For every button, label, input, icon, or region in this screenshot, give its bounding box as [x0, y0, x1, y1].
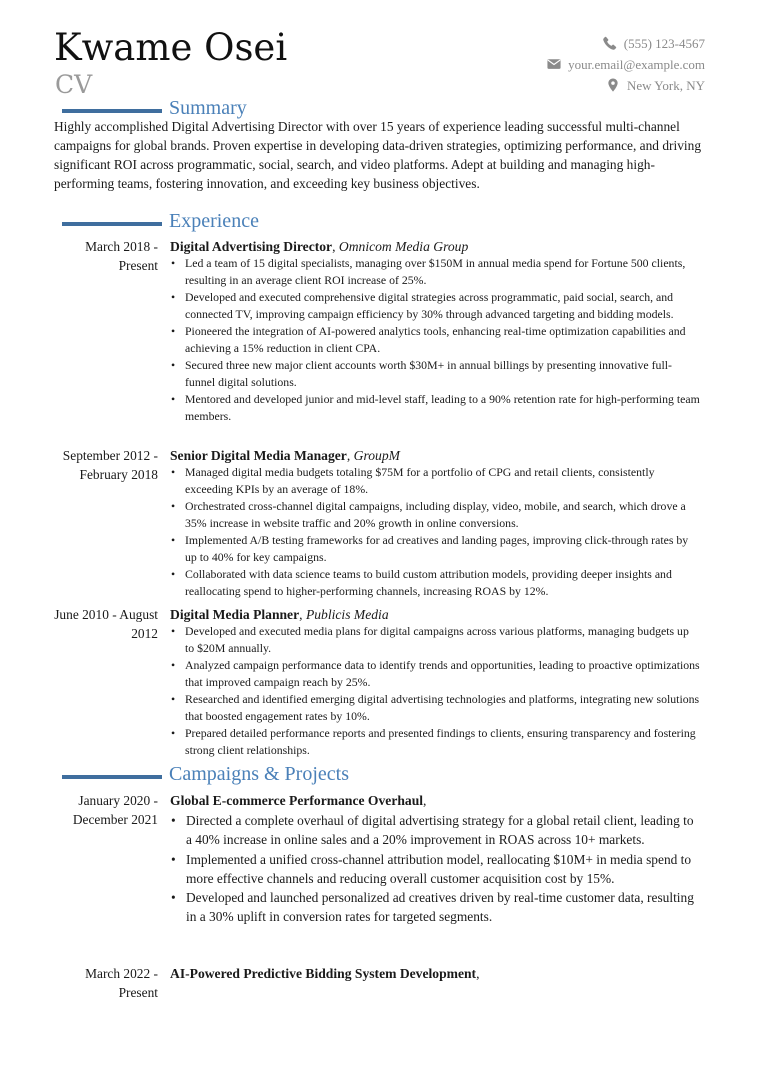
entry-role: Digital Advertising Director — [170, 239, 333, 254]
bullet-item: • Orchestrated cross-channel digital campaigns, including display, video, mobile, and search, which drove a 35% increase in website traffic and 20% growth in online conversions. — [170, 498, 700, 532]
entry-bullets — [170, 811, 702, 927]
section-accent-bar — [62, 109, 162, 113]
section-accent-bar — [62, 222, 162, 226]
entry-heading: Digital Media Planner, Publicis Media — [170, 607, 389, 622]
entry-role: Global E-commerce Performance Overhaul — [170, 793, 424, 808]
bullet-item: • Implemented A/B testing frameworks for ad creatives and landing pages, improving click-through rates by up to 40% for key campaigns. — [170, 532, 700, 566]
entry-date: March 2022 - Present — [85, 966, 158, 1000]
bullet-item: • Led a team of 15 digital specialists, managing over $150M in annual media spend for Fortune 500 clients, resulting in an average client ROI increase of 25%. — [170, 255, 700, 289]
phone-text: (555) 123-4567 — [623, 36, 705, 51]
map-pin-icon — [606, 78, 620, 92]
bullet-item: • Researched and identified emerging digital advertising technologies and platforms, integrating new solutions that boosted engagement rates by 10%. — [170, 691, 700, 725]
entry-heading: AI-Powered Predictive Bidding System Development, — [170, 966, 480, 981]
bullet-item: • Collaborated with data science teams to build custom attribution models, providing deeper insights and reallocating spend to higher-performing channels, increasing ROAS by 12%. — [170, 566, 700, 600]
entry-heading: Senior Digital Media Manager, GroupM — [170, 448, 400, 463]
projects-title: Campaigns & Projects — [169, 763, 349, 785]
candidate-name: Kwame Osei — [54, 26, 288, 69]
envelope-icon — [547, 57, 561, 71]
email-text: your.email@example.com — [568, 57, 705, 72]
phone-icon — [603, 36, 617, 50]
entry-heading: Global E-commerce Performance Overhaul, — [170, 793, 427, 808]
contact-email — [547, 55, 705, 76]
entry-role: Digital Media Planner — [170, 607, 300, 622]
contact-phone — [547, 34, 705, 55]
entry-role: AI-Powered Predictive Bidding System Development — [170, 966, 477, 981]
section-accent-bar — [62, 775, 162, 779]
bullet-item: • Implemented a unified cross-channel attribution model, reallocating $10M+ in media spend to more effective channels and reducing overall customer acquisition cost by 15%. — [170, 850, 702, 888]
entry-bullets — [170, 623, 700, 759]
bullet-item: • Prepared detailed performance reports and presented findings to clients, ensuring transparency and fostering strong client relationships. — [170, 725, 700, 759]
contact-location — [547, 76, 705, 97]
entry-date: September 2012 - February 2018 — [62, 448, 158, 482]
location-text: New York, NY — [626, 78, 705, 93]
entry-org: GroupM — [353, 448, 400, 463]
entry-bullets — [170, 255, 700, 425]
entry-org: Omnicom Media Group — [338, 239, 469, 254]
summary-title: Summary — [169, 97, 247, 119]
entry-date: March 2018 - Present — [85, 239, 158, 273]
bullet-item: • Directed a complete overhaul of digital advertising strategy for a global retail client, leading to a 40% increase in online sales and a 20% improvement in ROAS across 10+ markets. — [170, 811, 702, 849]
bullet-item: • Developed and launched personalized ad creatives driven by real-time customer data, resulting in a 30% uplift in conversion rates for targeted segments. — [170, 888, 702, 926]
bullet-item: • Pioneered the integration of AI-powered analytics tools, enhancing real-time optimization capabilities and achieving a 15% reduction in client CPA. — [170, 323, 700, 357]
summary-text: Highly accomplished Digital Advertising Director with over 15 years of experience leading successful multi-channel campaigns for global brands. Proven expertise in developing data-driven strategies, optimizing performance, and driving significant ROI across programmatic, social, search, and video platforms. Adept at building and managing high-performing teams, fostering innovation, and exceeding key business objectives. — [54, 119, 702, 191]
entry-date: January 2020 - December 2021 — [72, 793, 158, 827]
entry-bullets — [170, 464, 700, 600]
document-type: CV — [55, 70, 93, 99]
bullet-item: • Secured three new major client accounts worth $30M+ in annual billings by presenting innovative full-funnel digital solutions. — [170, 357, 700, 391]
experience-title: Experience — [169, 210, 259, 232]
bullet-item: • Developed and executed media plans for digital campaigns across various platforms, managing budgets up to $20M annually. — [170, 623, 700, 657]
entry-date: June 2010 - August 2012 — [54, 607, 158, 641]
entry-heading: Digital Advertising Director, Omnicom Media Group — [170, 239, 469, 254]
bullet-item: • Developed and executed comprehensive digital strategies across programmatic, paid social, search, and connected TV, improving campaign efficiency by 30% through advanced targeting and bidding models. — [170, 289, 700, 323]
contact-block — [547, 34, 705, 97]
entry-role: Senior Digital Media Manager — [170, 448, 347, 463]
bullet-item: • Analyzed campaign performance data to identify trends and opportunities, leading to proactive optimizations that improved campaign reach by 25%. — [170, 657, 700, 691]
bullet-item: • Mentored and developed junior and mid-level staff, leading to a 90% retention rate for high-performing team members. — [170, 391, 700, 425]
entry-org: Publicis Media — [305, 607, 389, 622]
bullet-item: • Managed digital media budgets totaling $75M for a portfolio of CPG and retail clients, consistently exceeding KPIs by an average of 18%. — [170, 464, 700, 498]
